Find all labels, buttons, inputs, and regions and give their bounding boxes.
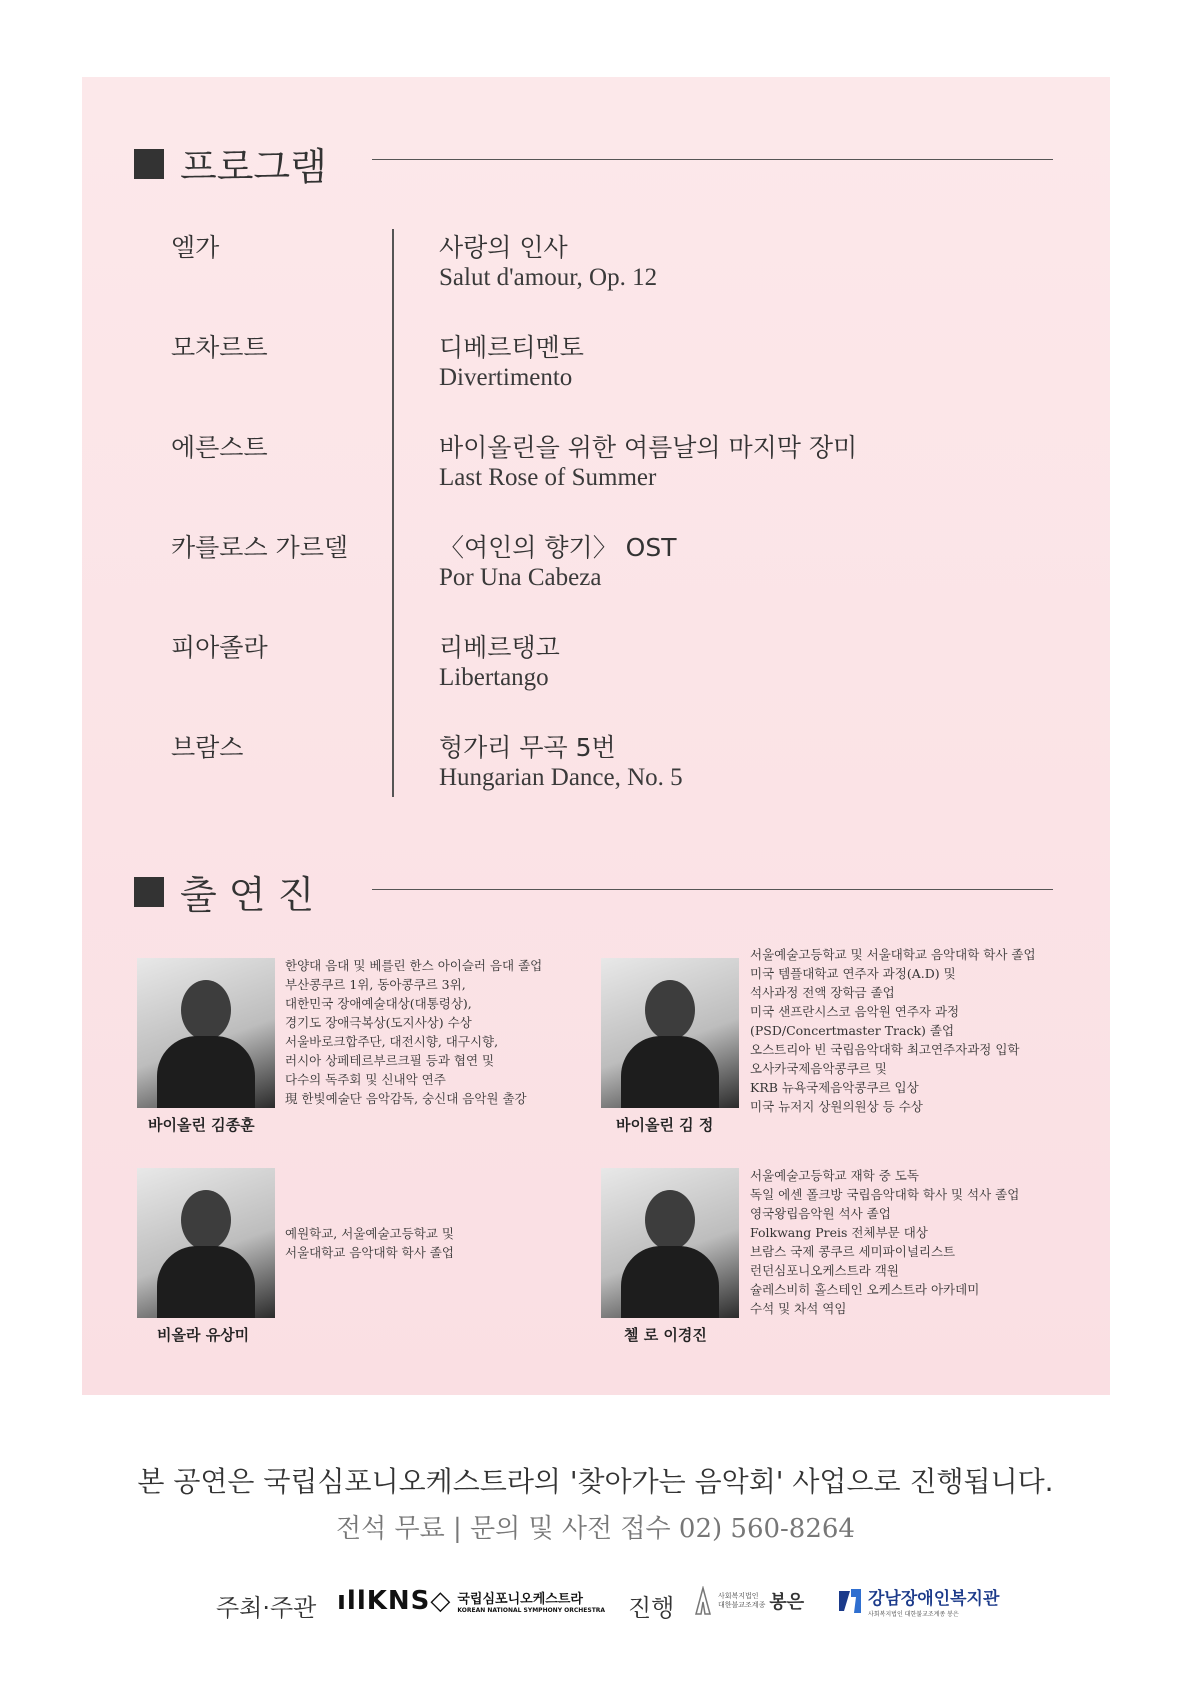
piece-title-ko: 사랑의 인사 — [439, 233, 568, 262]
performer-bio — [750, 945, 1036, 1116]
bio-line: 슐레스비히 홀스테인 오케스트라 아카데미 — [750, 1282, 980, 1297]
composer-name: 브람스 — [171, 733, 244, 762]
program-item — [0, 428, 1191, 508]
bio-line: 수석 및 차석 역임 — [750, 1301, 847, 1316]
program-rule — [372, 159, 1053, 160]
piece-title-ko: 리베르탱고 — [439, 633, 560, 662]
performer-caption: 바이올린 김 정 — [616, 1116, 714, 1134]
bio-line: 런던심포니오케스트라 객원 — [750, 1263, 899, 1278]
performer-bio — [285, 956, 542, 1108]
gangnam-sub: 사회복지법인 대한불교조계종 봉은 — [868, 1611, 959, 1618]
performer-bio — [285, 1224, 454, 1262]
program-item — [0, 228, 1191, 308]
square-bullet-icon — [134, 149, 164, 179]
cast-title: 출 연 진 — [180, 873, 315, 917]
bio-line: (PSD/Concertmaster Track) 졸업 — [750, 1023, 955, 1038]
footer-notice: 본 공연은 국립심포니오케스트라의 '찾아가는 음악회' 사업으로 진행됩니다. — [137, 1465, 1054, 1498]
piece-title-ko: 헝가리 무곡 5번 — [439, 733, 616, 762]
performer-photo — [137, 958, 275, 1108]
bio-line: 다수의 독주회 및 신내악 연주 — [285, 1072, 446, 1087]
composer-name: 피아졸라 — [171, 633, 268, 662]
bio-line: 러시아 상페테르부르크필 등과 협연 및 — [285, 1053, 495, 1068]
bio-line: 서울예술고등학교 및 서울대학교 음악대학 학사 졸업 — [750, 947, 1036, 962]
program-item — [0, 328, 1191, 408]
piece-title-en: Divertimento — [439, 364, 573, 391]
bio-line: 영국왕립음악원 석사 졸업 — [750, 1206, 891, 1221]
bio-line: 한양대 음대 및 베를린 한스 아이슬러 음대 졸업 — [285, 958, 543, 973]
bio-line: 부산콩쿠르 1위, 동아콩쿠르 3위, — [285, 977, 466, 992]
kns-logo — [337, 1586, 605, 1616]
piece-title-en: Salut d'amour, Op. 12 — [439, 264, 658, 291]
piece-title-en: Last Rose of Summer — [439, 464, 657, 491]
gangnam-name: 강남장애인복지관 — [868, 1589, 1000, 1609]
performer-caption: 바이올린 김종훈 — [148, 1116, 255, 1134]
kns-logo-mark: ıllKNS◇ — [337, 1586, 452, 1616]
bio-line: KRB 뉴욕국제음악콩쿠르 입상 — [750, 1080, 919, 1095]
bongeun-small-1: 사회복지법인 — [718, 1592, 759, 1600]
bio-line: 서울대학교 음악대학 학사 졸업 — [285, 1245, 454, 1260]
bio-line: Folkwang Preis 전체부문 대상 — [750, 1225, 928, 1240]
performer-photo — [601, 958, 739, 1108]
bio-line: 경기도 장애극복상(도지사상) 수상 — [285, 1015, 472, 1030]
kns-logo-name-en: KOREAN NATIONAL SYMPHONY ORCHESTRA — [457, 1607, 606, 1614]
bio-line: 대한민국 장애예술대상(대통령상), — [285, 996, 472, 1011]
bio-line: 오사카국제음악콩쿠르 및 — [750, 1061, 887, 1076]
composer-name: 엘가 — [171, 233, 220, 262]
performer-caption: 첼 로 이경진 — [624, 1326, 707, 1344]
bio-line: 現 한빛예술단 음악감독, 숭신대 음악원 출강 — [285, 1091, 527, 1106]
piece-title-ko: 바이올린을 위한 여름날의 마지막 장미 — [439, 433, 858, 462]
piece-title-ko: 디베르티멘토 — [439, 333, 584, 362]
program-item — [0, 528, 1191, 608]
composer-name: 모차르트 — [171, 333, 268, 362]
performer-bio — [750, 1166, 1019, 1318]
composer-name: 에른스트 — [171, 433, 268, 462]
bio-line: 서울바로크합주단, 대전시향, 대구시향, — [285, 1034, 499, 1049]
footer-contact: 전석 무료 | 문의 및 사전 접수 02) 560-8264 — [336, 1514, 855, 1544]
bio-line: 미국 샌프란시스코 음악원 연주자 과정 — [750, 1004, 960, 1019]
performer-photo — [601, 1168, 739, 1318]
performer-caption: 비올라 유상미 — [157, 1326, 250, 1344]
program-item — [0, 628, 1191, 708]
credits-bar — [0, 1580, 1191, 1630]
bongeun-small-2: 대한불교조계종 — [718, 1601, 766, 1609]
cast-header — [134, 864, 314, 919]
kns-logo-name-ko: 국립심포니오케스트라 — [457, 1592, 583, 1607]
bongeun-emblem-icon — [692, 1586, 714, 1616]
piece-title-en: Libertango — [439, 664, 549, 691]
program-title: 프로그램 — [180, 145, 327, 189]
square-bullet-icon — [134, 877, 164, 907]
piece-title-ko: 〈여인의 향기〉 OST — [439, 533, 677, 562]
bio-line: 독일 에센 폴크방 국립음악대학 학사 및 석사 졸업 — [750, 1187, 1020, 1202]
cast-rule — [372, 889, 1053, 890]
program-header — [134, 136, 327, 191]
bongeun-logo — [692, 1586, 804, 1616]
bio-line: 석사과정 전액 장학금 졸업 — [750, 985, 895, 1000]
bio-line: 브람스 국제 콩쿠르 세미파이널리스트 — [750, 1244, 956, 1259]
composer-name: 카를로스 가르델 — [171, 533, 348, 562]
bongeun-name: 봉은 — [769, 1592, 805, 1613]
gangnam-logo — [836, 1584, 999, 1618]
piece-title-en: Por Una Cabeza — [439, 564, 602, 591]
bio-line: 오스트리아 빈 국립음악대학 최고연주자과정 입학 — [750, 1042, 1020, 1057]
program-divider — [392, 229, 394, 797]
bio-line: 미국 뉴저지 상원의원상 등 수상 — [750, 1099, 923, 1114]
performer-photo — [137, 1168, 275, 1318]
program-item — [0, 728, 1191, 808]
gangnam-emblem-icon — [836, 1585, 864, 1617]
bio-line: 예원학교, 서울예술고등학교 및 — [285, 1226, 454, 1241]
organizer-label: 진행 — [628, 1594, 675, 1622]
bio-line: 미국 템플대학교 연주자 과정(A.D) 및 — [750, 966, 956, 981]
bio-line: 서울예술고등학교 재학 중 도독 — [750, 1168, 919, 1183]
piece-title-en: Hungarian Dance, No. 5 — [439, 764, 683, 791]
host-label: 주최·주관 — [216, 1594, 317, 1622]
